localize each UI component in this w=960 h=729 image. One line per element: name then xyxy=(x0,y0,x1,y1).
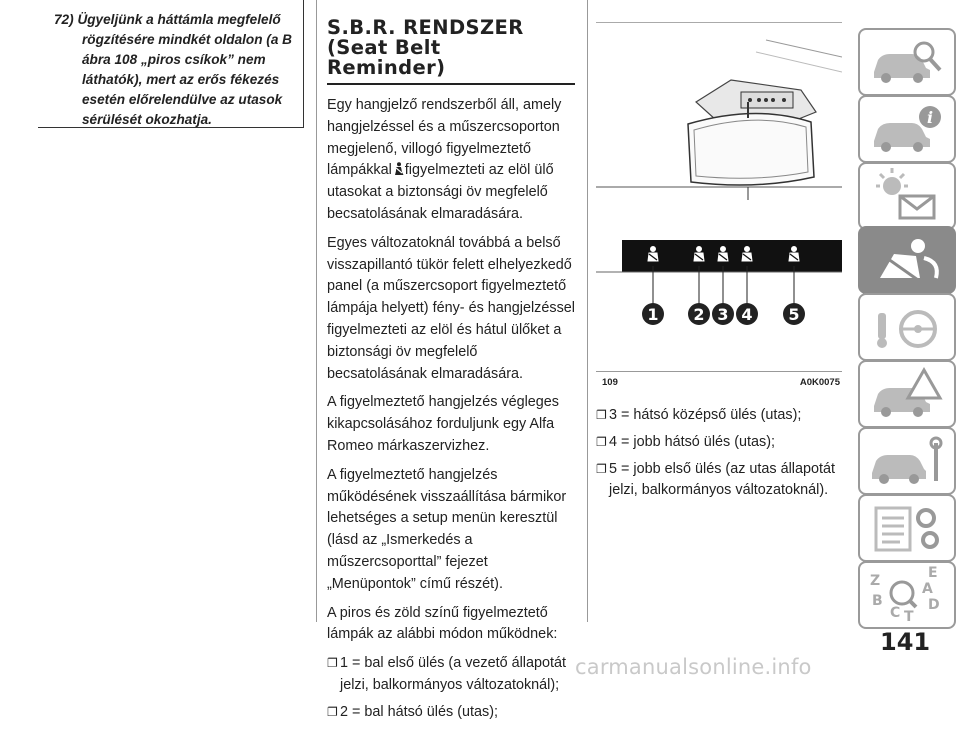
bullet-mark: ❐ xyxy=(596,461,607,476)
warning-text-line: rögzítésére mindkét oldalon (a B xyxy=(82,32,292,47)
paragraph: A piros és zöld színű figyelmeztető lámpák az alábbi módon működnek: xyxy=(327,604,558,643)
warning-text-line: Ügyeljünk a háttámla megfelelő xyxy=(77,12,281,27)
callout-2: 2 xyxy=(693,305,705,324)
nav-tab-starting[interactable] xyxy=(858,293,956,361)
index-letter: T xyxy=(904,609,914,625)
index-letter: D xyxy=(928,597,940,613)
list-item xyxy=(596,432,842,454)
figure-caption xyxy=(596,377,842,390)
index-letters-icon xyxy=(860,563,954,627)
bullet-mark: ❐ xyxy=(596,434,607,449)
warning-text-line: esetén előrelendülve az utasok xyxy=(82,92,283,107)
settings-list-icon xyxy=(860,496,954,560)
nav-tab-safety[interactable] xyxy=(858,226,956,294)
seatbelt-warning-icon xyxy=(393,162,404,176)
list-item-text: 3 = hátsó középső ülés (utas); xyxy=(609,407,802,423)
list-item-text: 1 = bal első ülés (a vezető állapotát jelzi, balkormányos változatoknál); xyxy=(340,655,566,693)
warning-number: 72) xyxy=(54,12,74,27)
paragraph-text: Egy hangjelző rendszerből áll, amely hangjelzéssel és a műszercsoporton megjelenő, villogó figyelmeztető lámpákkal xyxy=(327,97,562,179)
section-title xyxy=(327,18,579,78)
lights-mail-icon xyxy=(860,164,954,228)
warning-text-line: ábra 108 „piros csíkok” nem xyxy=(82,52,266,67)
key-steering-icon xyxy=(860,295,954,359)
callout-3: 3 xyxy=(717,305,729,324)
index-letter: Z xyxy=(870,573,881,589)
paragraph-intro xyxy=(327,95,579,226)
figure-code: A0K0075 xyxy=(799,377,840,388)
nav-tab-dashboard[interactable] xyxy=(858,28,956,96)
column-divider xyxy=(316,0,317,622)
svg-text:i: i xyxy=(926,108,934,127)
nav-tab-emergency[interactable] xyxy=(858,360,956,428)
index-letter: B xyxy=(872,593,883,609)
nav-tab-maintenance[interactable] xyxy=(858,427,956,495)
warning-first-line xyxy=(54,10,295,30)
callout-4: 4 xyxy=(741,305,753,324)
title-underline xyxy=(327,83,575,85)
index-letter: C xyxy=(890,605,901,621)
paragraph: A figyelmeztető hangjelzés működésének visszaállítása bármikor lehetséges a setup menün keresztül (lásd az „Ismerkedés a műszercsoporttal” fejezet „Menüpontok” című részét). xyxy=(327,466,567,592)
index-letter: E xyxy=(928,565,938,581)
main-column xyxy=(327,18,579,729)
section-title-line: (Seat Belt xyxy=(327,36,441,59)
paragraph-text: figyelmezteti az elöl ülő utasokat a biztonsági öv megfelelő becsatolásának elmaradására. xyxy=(327,162,554,222)
list-item-text: 2 = bal hátsó ülés (utas); xyxy=(340,703,498,720)
right-column-list xyxy=(596,405,842,507)
figure-number: 109 xyxy=(602,377,618,388)
callout-1: 1 xyxy=(647,305,659,324)
warning-note xyxy=(38,0,304,128)
car-warning-icon xyxy=(860,362,954,426)
index-letter: A xyxy=(922,581,933,597)
list-item xyxy=(596,405,842,427)
car-search-icon xyxy=(860,30,954,94)
callout-5: 5 xyxy=(788,305,800,324)
nav-tab-index[interactable] xyxy=(858,561,956,629)
list-item xyxy=(596,459,842,503)
list-item-text: 4 = jobb hátsó ülés (utas); xyxy=(609,433,775,450)
figure-callouts xyxy=(642,303,805,325)
figure-109 xyxy=(596,22,842,372)
bullet-mark: ❐ xyxy=(596,408,607,422)
list-item xyxy=(327,653,579,697)
page-number: 141 xyxy=(880,628,931,656)
list-item-text: 5 = jobb első ülés (az utas állapotát jelzi, balkormányos változatoknál). xyxy=(609,460,835,499)
figure-column xyxy=(596,22,842,372)
list-item xyxy=(327,702,579,724)
bullet-mark: ❐ xyxy=(327,656,338,671)
warning-text-line: sérülését okozhatja. xyxy=(82,112,212,127)
paragraph: Egyes változatoknál továbbá a belső visszapillantó tükör felett elhelyezkedő panel (a műszercsoport figyelmeztető lámpája helyett) fény- és hangjelzéssel figyelmezteti az elöl és hátul ülőket a biztonsági öv megfelelő becsatolásának elmaradására. xyxy=(327,234,575,382)
bullet-mark: ❐ xyxy=(327,704,338,719)
nav-tab-lights[interactable] xyxy=(858,162,956,230)
column-divider xyxy=(587,0,588,622)
warning-text-line: láthatók), mert az erős fékezés xyxy=(82,72,280,87)
section-title-line: S.B.R. RENDSZER xyxy=(327,16,524,39)
rearview-mirror-illustration xyxy=(596,22,842,372)
seatbelt-airbag-icon xyxy=(860,228,954,292)
paragraph: A figyelmeztető hangjelzés végleges kikapcsolásához forduljunk egy Alfa Romeo márkaszervizhez. xyxy=(327,394,559,454)
car-tools-icon xyxy=(860,429,954,493)
nav-tab-safety-info[interactable] xyxy=(858,95,956,163)
car-info-icon xyxy=(860,97,954,161)
watermark: carmanualsonline.info xyxy=(575,655,812,679)
nav-tab-technical-data[interactable] xyxy=(858,494,956,562)
section-title-line: Reminder) xyxy=(327,56,446,79)
